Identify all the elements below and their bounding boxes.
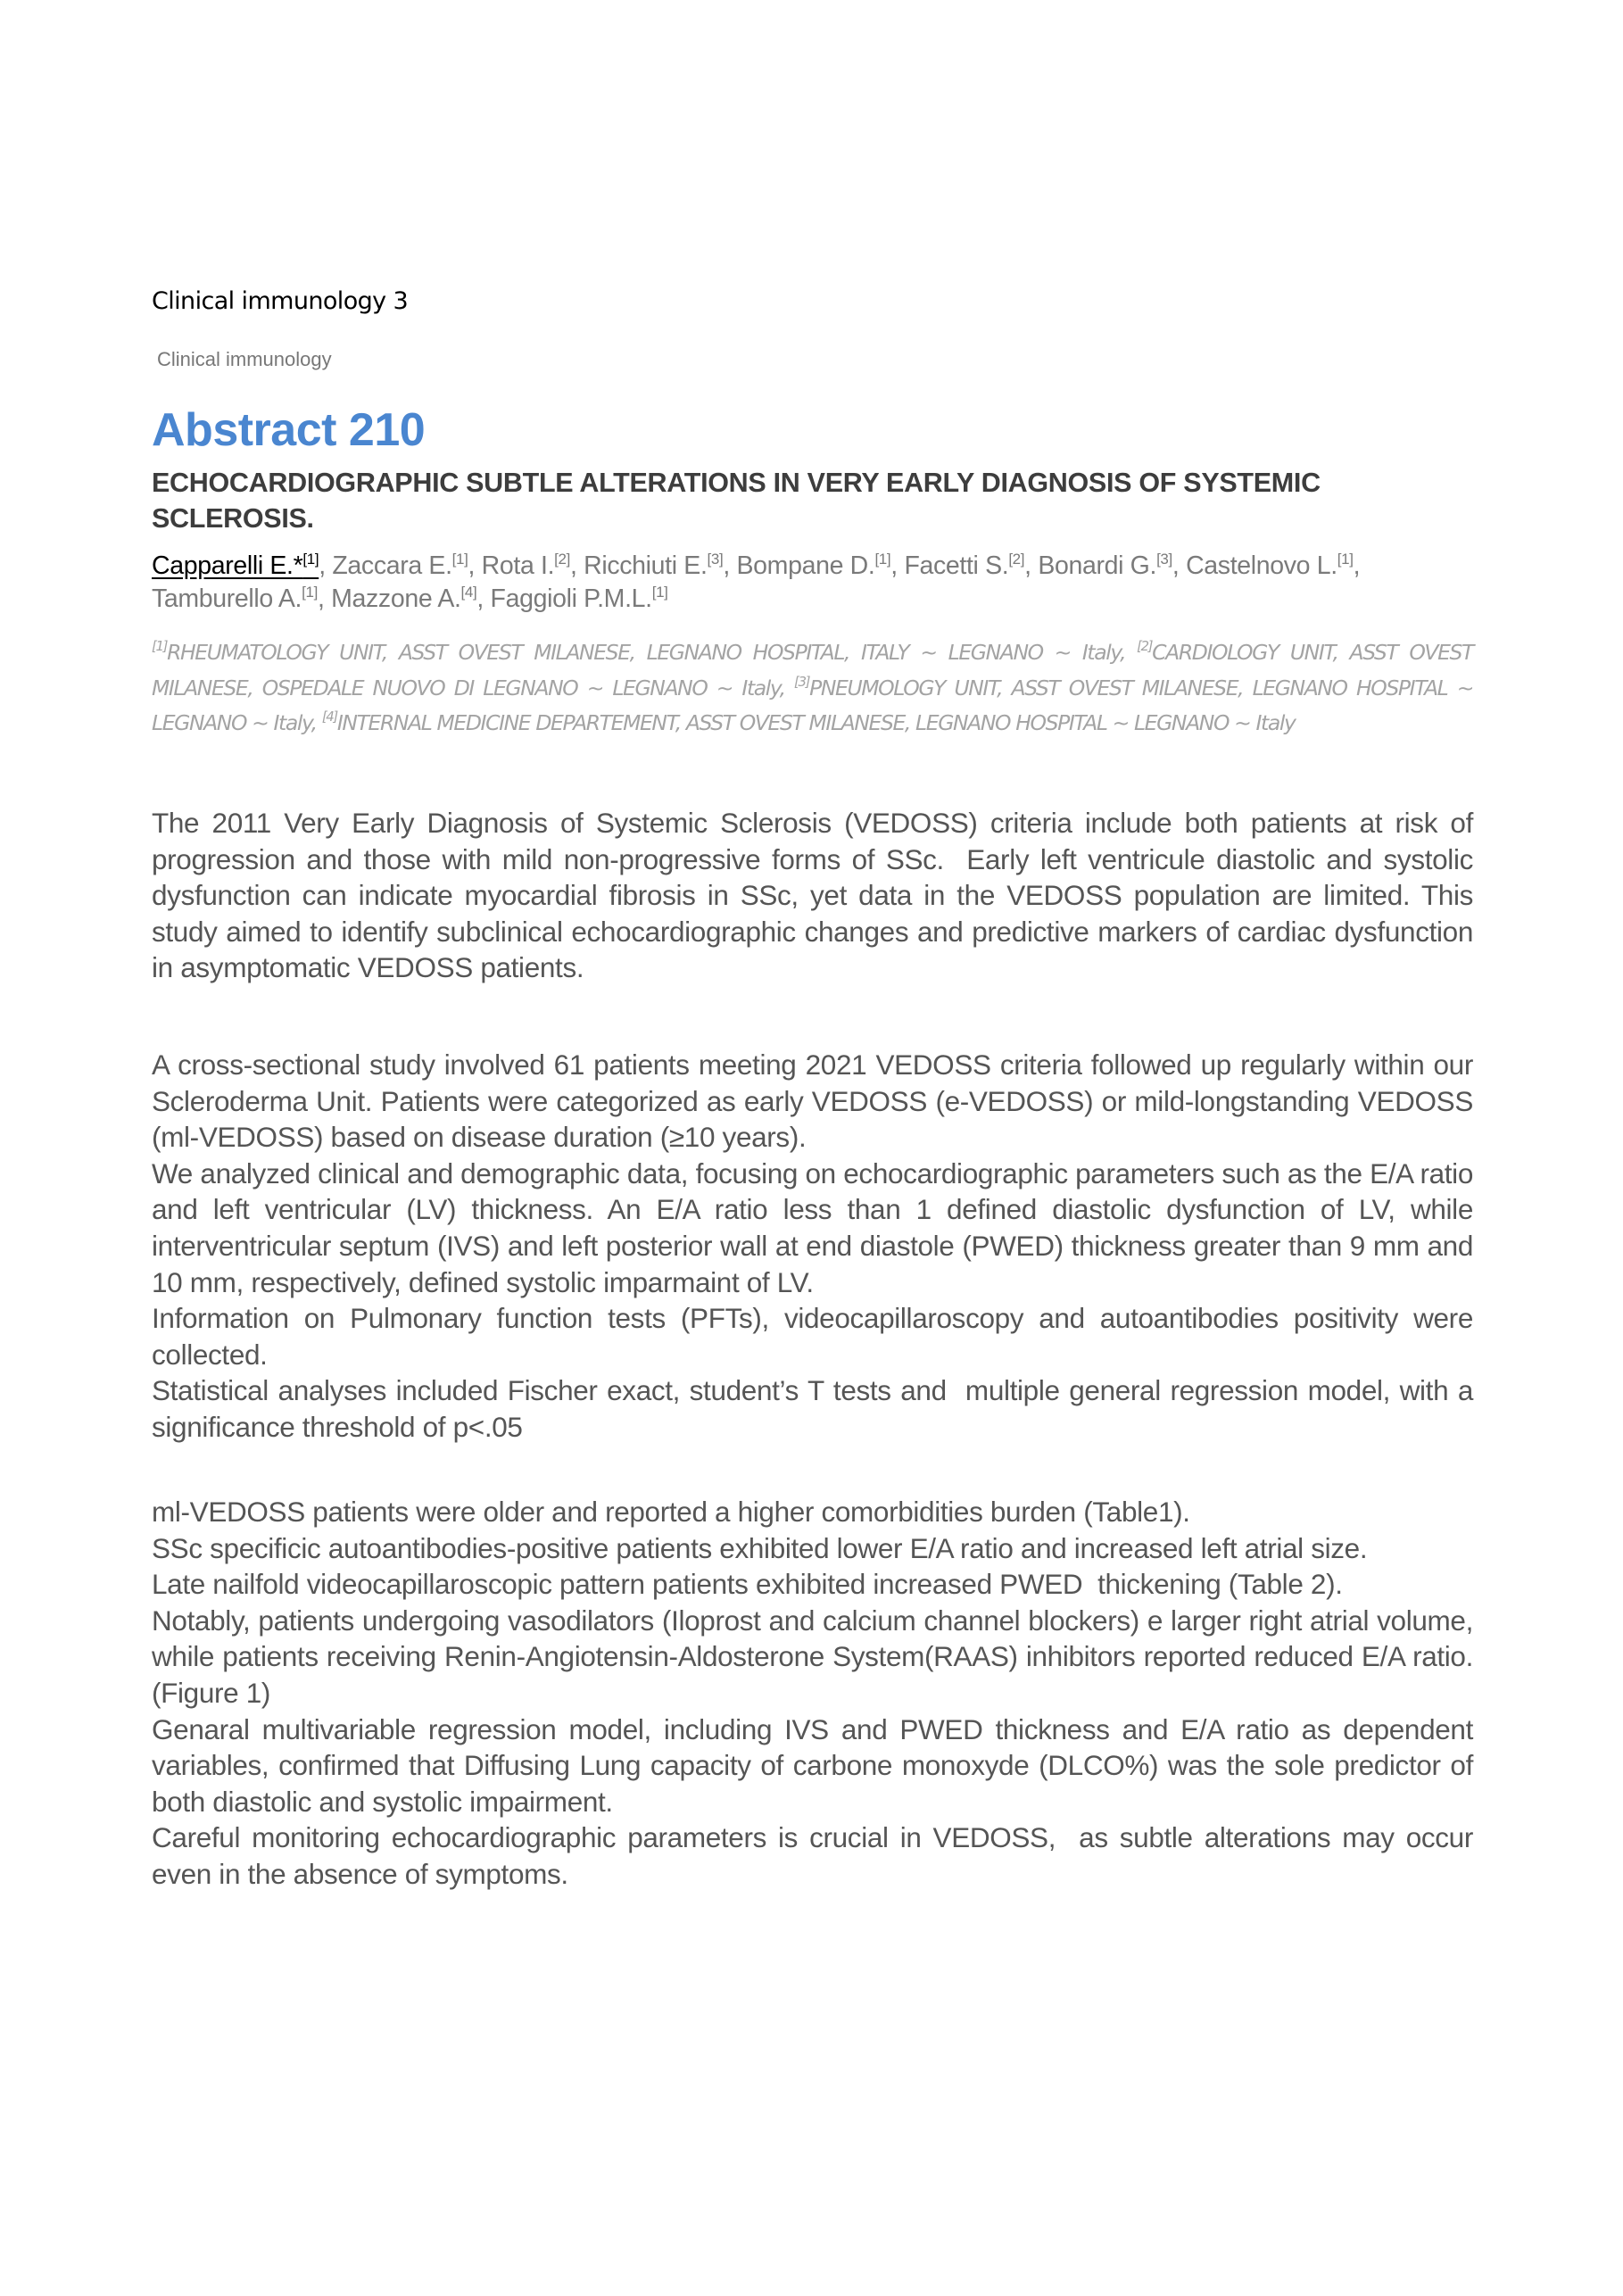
author-name: Faggioli P.M.L. bbox=[490, 584, 652, 613]
author bbox=[904, 551, 1024, 580]
author-name: Tamburello A. bbox=[152, 584, 302, 613]
affiliation: PNEUMOLOGY UNIT, ASST OVEST MILANESE, LEGNANO HOSPITAL ~ LEGNANO ~ Italy bbox=[152, 675, 1473, 736]
author bbox=[1038, 551, 1172, 580]
author bbox=[152, 584, 318, 613]
paragraph: ml-VEDOSS patients were older and reported a higher comorbidities burden (Table1). bbox=[152, 1496, 1190, 1528]
paragraph: Careful monitoring echocardiographic parameters is crucial in VEDOSS, as subtle alterations may occur even in the absence of symptoms. bbox=[152, 1821, 1473, 1890]
author bbox=[737, 551, 891, 580]
paragraph: Information on Pulmonary function tests (PFTs), videocapillaroscopy and autoantibodies positivity were collected. bbox=[152, 1302, 1473, 1371]
section-header: Clinical immunology 3 bbox=[152, 287, 409, 315]
author-name: Bonardi G. bbox=[1038, 551, 1157, 580]
paragraph: The 2011 Very Early Diagnosis of Systemic Sclerosis (VEDOSS) criteria include both patients at risk of progression and those with mild non-progressive forms of SSc. Early left ventricule diastolic and systolic dysfunction can indicate myocardial fibrosis in SSc, yet data in the VEDOSS population are limited. This study aimed to identify subclinical echocardiographic changes and predictive markers of cardiac dysfunction in asymptomatic VEDOSS patients. bbox=[152, 807, 1473, 984]
affiliation-marker: [1] bbox=[152, 638, 168, 654]
affiliation-marker: [2] bbox=[1137, 638, 1153, 654]
affiliation: INTERNAL MEDICINE DEPARTEMENT, ASST OVEST MILANESE, LEGNANO HOSPITAL ~ LEGNANO ~ Italy bbox=[336, 710, 1296, 736]
affiliation: RHEUMATOLOGY UNIT, ASST OVEST MILANESE, LEGNANO HOSPITAL, ITALY ~ LEGNANO ~ Italy bbox=[167, 640, 1121, 665]
author bbox=[1186, 551, 1354, 580]
paragraph: Genaral multivariable regression model, including IVS and PWED thickness and E/A ratio as dependent variables, confirmed that Diffusing Lung capacity of carbone monoxyde (DLCO%) was the sole predictor of both diastolic and systolic impairment. bbox=[152, 1712, 1473, 1818]
abstract-title: ECHOCARDIOGRAPHIC SUBTLE ALTERATIONS IN VERY EARLY DIAGNOSIS OF SYSTEMIC SCLEROSIS. bbox=[152, 468, 1321, 534]
author-name: Castelnovo L. bbox=[1186, 551, 1337, 580]
affiliation-marker: [3] bbox=[794, 673, 810, 690]
affiliation-marker: [3] bbox=[1156, 551, 1172, 568]
paragraph: A cross-sectional study involved 61 patients meeting 2021 VEDOSS criteria followed up regularly within our Scleroderma Unit. Patients were categorized as early VEDOSS (e-VEDOSS) or mild-longstanding VEDOSS (ml-VEDOSS) based on disease duration (≥10 years). bbox=[152, 1049, 1473, 1154]
abstract-number: Abstract 210 bbox=[152, 404, 426, 456]
affiliation-marker: [2] bbox=[554, 551, 571, 568]
author-name: Facetti S. bbox=[904, 551, 1009, 580]
author bbox=[331, 584, 476, 613]
author-name: Ricchiuti E. bbox=[584, 551, 708, 580]
affiliation-marker: [4] bbox=[460, 584, 477, 601]
results-section bbox=[152, 1494, 1473, 1893]
author-name: Bompane D. bbox=[736, 551, 875, 580]
affiliation-marker: [1] bbox=[451, 551, 468, 568]
introduction-section bbox=[152, 805, 1473, 986]
paragraph: SSc specificic autoantibodies-positive patients exhibited lower E/A ratio and increased left atrial size. bbox=[152, 1531, 1368, 1564]
paragraph: Statistical analyses included Fischer exact, student’s T tests and multiple general regression model, with a significance threshold of p<.05 bbox=[152, 1374, 1473, 1443]
category-label: Clinical immunology bbox=[157, 348, 332, 370]
paragraph: Notably, patients undergoing vasodilators (Iloprost and calcium channel blockers) e larger right atrial volume, while patients receiving Renin-Angiotensin-Aldosterone System(RAAS) inhibitors reported reduced E/A ratio. (Figure 1) bbox=[152, 1604, 1473, 1709]
paragraph: We analyzed clinical and demographic data, focusing on echocardiographic parameters such as the E/A ratio and left ventricular (LV) thickness. An E/A ratio less than 1 defined diastolic dysfunction of LV, while interventricular septum (IVS) and left posterior wall at end diastole (PWED) thickness greater than 9 mm and 10 mm, respectively, defined systolic imparmaint of LV. bbox=[152, 1156, 1473, 1298]
affiliation-marker: [1] bbox=[302, 584, 318, 601]
author bbox=[332, 551, 468, 580]
affiliation-marker: [1] bbox=[651, 584, 668, 601]
author-list: Capparelli E.*[1], Zaccara E.[1], Rota I.[2], Ricchiuti E.[3], Bompane D.[1], Facetti S.[2], Bonardi G.[3], Castelnovo L.[1], Tamburello A.[1], Mazzone A.[4], Faggioli P.M.L.[1] bbox=[152, 551, 1361, 613]
author bbox=[584, 551, 723, 580]
affiliation-marker: [1] bbox=[302, 551, 319, 568]
author bbox=[482, 551, 570, 580]
paragraph: Late nailfold videocapillaroscopic pattern patients exhibited increased PWED thickening (Table 2). bbox=[152, 1568, 1343, 1601]
affiliation-marker: [1] bbox=[874, 551, 891, 568]
affiliation: CARDIOLOGY UNIT, ASST OVEST MILANESE, OSPEDALE NUOVO DI LEGNANO ~ LEGNANO ~ Italy bbox=[152, 640, 1474, 700]
author-name: Mazzone A. bbox=[331, 584, 461, 613]
affiliation-marker: [1] bbox=[1337, 551, 1354, 568]
author-name: Rota I. bbox=[481, 551, 555, 580]
author-presenting bbox=[152, 551, 319, 580]
affiliation-marker: [3] bbox=[707, 551, 724, 568]
author-name: Capparelli E.* bbox=[152, 551, 303, 580]
author bbox=[491, 584, 668, 613]
methods-section bbox=[152, 1047, 1473, 1446]
affiliation-list: [1]RHEUMATOLOGY UNIT, ASST OVEST MILANESE, LEGNANO HOSPITAL, ITALY ~ LEGNANO ~ Italy, [2]CARDIOLOGY UNIT, ASST OVEST MILANESE, OSPEDALE NUOVO DI LEGNANO ~ LEGNANO ~ Italy, [3]PNEUMOLOGY UNIT, ASST OVEST MILANESE, LEGNANO HOSPITAL ~ LEGNANO ~ Italy, [4]INTERNAL MEDICINE DEPARTEMENT, ASST OVEST MILANESE, LEGNANO HOSPITAL ~ LEGNANO ~ Italy bbox=[152, 638, 1474, 736]
author-name: Zaccara E. bbox=[332, 551, 452, 580]
affiliation-marker: [2] bbox=[1008, 551, 1025, 568]
affiliation-marker: [4] bbox=[321, 709, 337, 725]
